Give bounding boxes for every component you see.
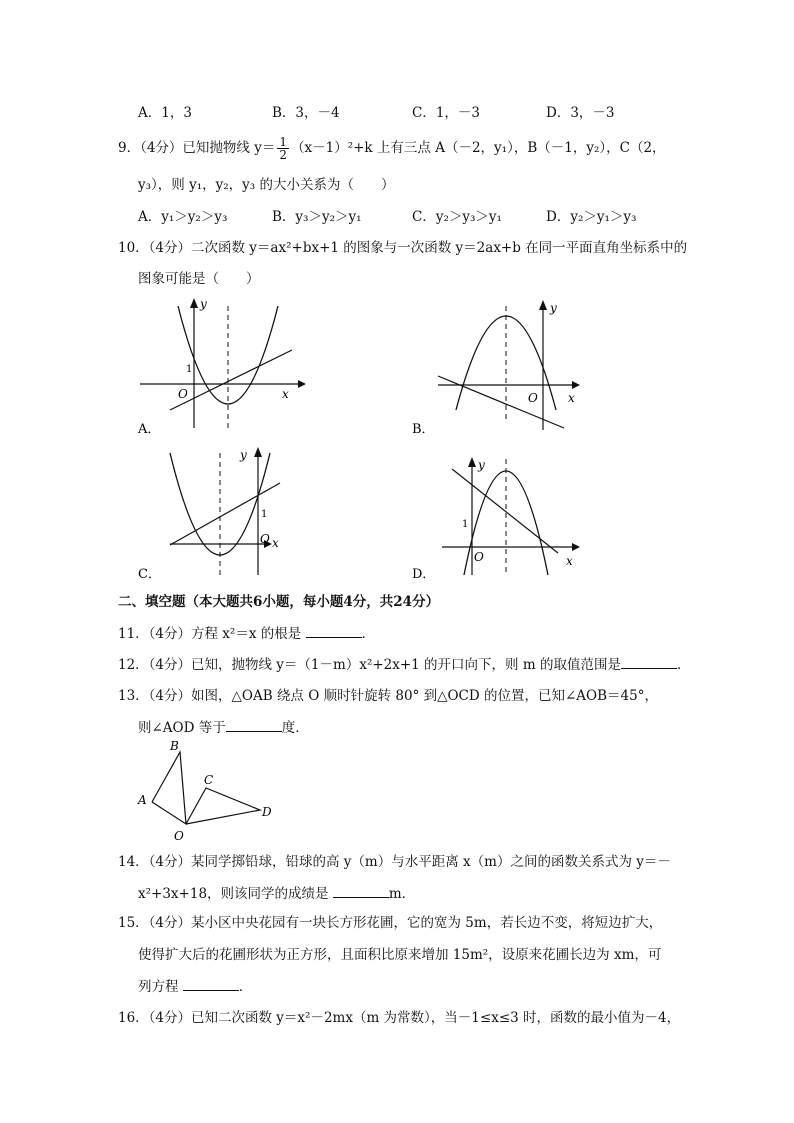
q12-line [118,655,690,674]
graph-c-y-arrow [254,447,262,457]
graph-b-choice-label: B． [412,422,435,437]
q15-line2: 使得扩大后的花圃形状为正方形，且面积比原来增加 15m²，设原来花圃长边为 xm，可 [138,947,662,963]
q9-option-d: D．y₂＞y₁＞y₃ [546,209,637,225]
graph-a-x-label: x [282,387,289,401]
graph-c-one-label: 1 [261,509,268,520]
q9-option-c: C．y₂＞y₃＞y₁ [412,209,502,225]
q13-line2 [138,718,309,737]
graph-b-x-label: x [568,391,575,405]
graph-c-x-label: x [272,536,279,550]
q14-end: m． [388,886,416,902]
q11-stem: 11．（4分）方程 x²＝x 的根是 [118,626,302,642]
q9-line1 [118,136,666,161]
q12-end: ． [676,657,691,673]
q8-option-c: C．1，－3 [412,105,481,121]
q13-end: 度． [281,720,309,736]
q13-answer-blank [226,718,282,732]
graph-a-one-label: 1 [186,364,193,375]
graph-c-origin-label: O [260,532,270,546]
graph-a-y-label: y [200,297,207,311]
graph-d-choice-label: D． [412,567,436,582]
q12-stem: 12．（4分）已知，抛物线 y＝（1－m）x²+2x+1 的开口向下，则 m 的取值范围是 [118,657,621,673]
graph-d-y-arrow [468,457,476,467]
q9-line2: y₃），则 y₁，y₂，y₃ 的大小关系为（ ） [138,177,395,193]
graph-a-y-arrow [190,298,198,308]
q14-line1: 14．（4分）某同学掷铅球，铅球的高 y（m）与水平距离 x（m）之间的函数关系式为 y＝－ [118,854,671,870]
graph-b-y-arrow [539,300,547,310]
point-o-label: O [174,829,184,843]
triangle-ocd [186,788,260,824]
graph-a [130,292,310,442]
q15-line3 [138,977,252,996]
q10-line1: 10．（4分）二次函数 y＝ax²+bx+1 的图象与一次函数 y＝2ax+b 在同一平面直角坐标系中的 [118,240,688,256]
q13-line1: 13．（4分）如图，△OAB 绕点 O 顺时针旋转 80° 到△OCD 的位置，已知∠AOB＝45°， [118,688,658,704]
q13-rotation-figure [134,738,284,848]
triangle-oab [152,752,186,824]
graph-b-origin-label: O [528,391,538,405]
q14-line2 [138,884,415,903]
graph-d-x-label: x [566,554,573,568]
q14-answer-blank [333,884,389,898]
q11-line [118,624,375,643]
q9-option-b: B．y₃＞y₂＞y₁ [272,209,362,225]
q11-answer-blank [306,624,362,638]
q14-stem: x²+3x+18，则该同学的成绩是 [138,886,329,902]
graph-a-line [170,350,292,410]
q15-answer-blank [183,977,239,991]
q8-option-d: D．3，－3 [546,105,615,121]
graph-d-one-label: 1 [462,519,469,530]
graph-b [408,292,588,442]
graph-d-x-arrow [572,543,580,551]
point-b-label: B [170,739,179,753]
point-c-label: C [204,773,214,787]
graph-a-x-arrow [298,380,306,388]
graph-d [408,437,588,587]
q11-end: ． [361,626,376,642]
q9-frac-num: 1 [279,135,287,149]
q12-answer-blank [621,655,677,669]
graph-c-choice-label: C． [138,567,161,582]
graph-d-line [452,469,558,553]
point-a-label: A [138,793,147,807]
graph-a-origin-label: O [178,387,188,401]
graph-b-x-arrow [572,381,580,389]
q9-stem-post: （x－1）²+k 上有三点 A（－2，y₁），B（－1，y₂），C（2， [291,140,666,156]
graph-d-y-label: y [478,458,485,472]
q8-option-a: A．1，3 [138,105,192,121]
q15-stem: 列方程 [138,979,179,995]
graph-b-line [438,376,564,428]
graph-c [130,437,310,587]
q15-end: ． [238,979,253,995]
q13-stem: 则∠AOD 等于 [138,720,226,736]
q9-frac-den: 2 [279,148,287,162]
q9-stem-pre: 9．（4分）已知抛物线 y＝ [118,140,276,156]
q9-option-a: A．y₁＞y₂＞y₃ [138,209,228,225]
graph-c-parabola [170,453,270,555]
graph-d-origin-label: O [474,550,484,564]
point-d-label: D [262,805,272,819]
section2-heading: 二、填空题（本大题共6小题，每小题4分，共24分） [118,594,440,610]
q15-line1: 15．（4分）某小区中央花园有一块长方形花圃，它的宽为 5m，若长边不变，将短边扩大， [118,915,663,931]
graph-b-y-label: y [550,301,557,315]
q16-line1: 16．（4分）已知二次函数 y＝x²－2mx（m 为常数），当－1≤x≤3 时，函数的最小值为－4， [118,1010,681,1026]
graph-a-choice-label: A． [138,422,161,437]
q10-line2: 图象可能是（ ） [138,271,260,287]
q9-fraction [277,136,289,161]
q8-option-b: B．3，－4 [272,105,340,121]
graph-c-y-label: y [240,448,247,462]
